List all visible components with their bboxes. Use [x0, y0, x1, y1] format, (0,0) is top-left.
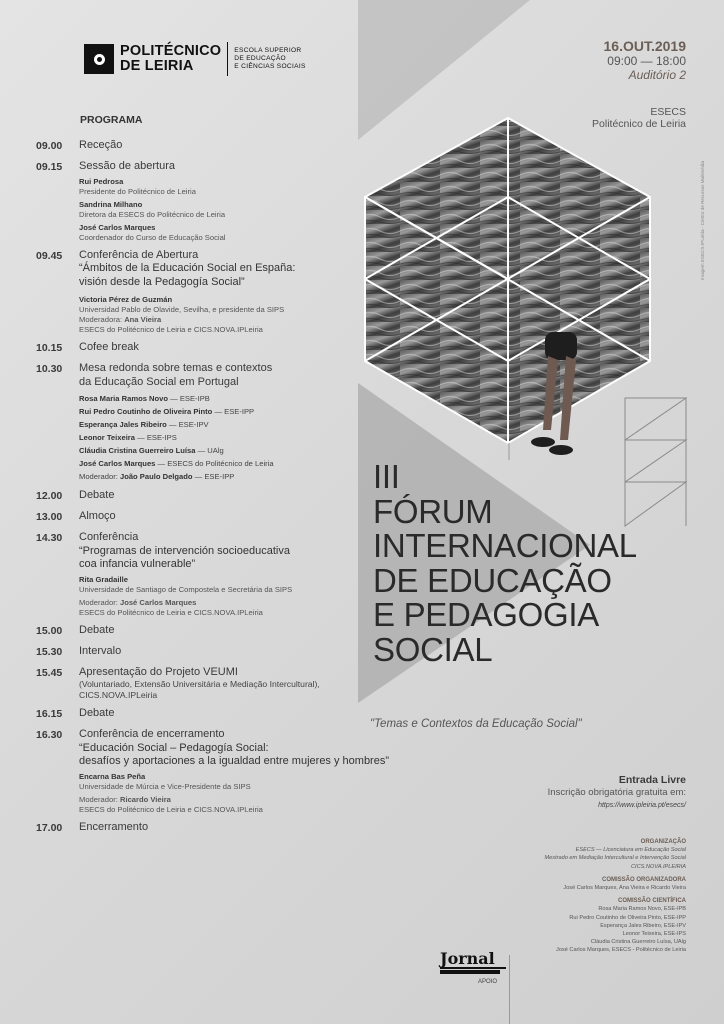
moderator-role: ESECS do Politécnico de Leiria e CICS.NOVA.IPLeiria: [79, 804, 263, 814]
moderator-role: ESECS do Politécnico de Leiria e CICS.NOVA.IPLeiria: [79, 607, 263, 617]
moderator-name: João Paulo Delgado: [119, 472, 193, 481]
registration-block: [500, 774, 686, 812]
item-time: 17.00: [36, 821, 63, 834]
speaker-role: Universidad Pablo de Olavide, Sevilha, e presidente da SIPS: [79, 305, 285, 314]
credits-heading: ORGANIZAÇÃO: [640, 839, 686, 845]
venue-line2: Politécnico de Leiria: [592, 118, 686, 130]
panelist-name: Leonor Teixeira: [79, 433, 135, 442]
item-title: da Educação Social em Portugal: [79, 375, 239, 388]
moderator-label: Moderador:: [79, 794, 118, 804]
item-time: 15.30: [36, 645, 63, 658]
event-hours: 09:00 — 18:00: [607, 54, 686, 68]
panelist-name: Esperança Jales Ribeiro: [79, 420, 167, 429]
speaker-name: José Carlos Marques: [79, 222, 156, 232]
item-title: Apresentação do Projeto VEUMI: [79, 665, 238, 678]
credits-line: Rui Pedro Coutinho de Oliveira Pinto, ESE-IPP: [569, 914, 686, 921]
item-title: Debate: [79, 623, 115, 636]
sponsor-label: APOIO: [478, 979, 498, 985]
panelist-affiliation: — ESE-IPP: [212, 407, 255, 416]
speaker-name: Sandrina Milhano: [79, 199, 143, 209]
talk-title: coa infancia vulnerable”: [79, 558, 196, 570]
moderator-name: José Carlos Marques: [119, 597, 197, 607]
program-item: [36, 139, 366, 154]
item-subtitle: (Voluntariado, Extensão Universitária e Mediação Intercultural),: [79, 679, 320, 689]
logo-line1: POLITÉCNICO: [120, 43, 222, 59]
item-time: 16.30: [36, 729, 63, 741]
entry-title: Entrada Livre: [618, 774, 686, 786]
title-line: DE EDUCAÇÃO: [373, 561, 612, 599]
event-title: [373, 460, 718, 667]
panelist-affiliation: — ESE-IPS: [135, 433, 177, 442]
photo-hexagon: [365, 118, 650, 455]
item-title: Receção: [79, 139, 123, 151]
speaker-role: Presidente do Politécnico de Leiria: [79, 186, 196, 196]
item-title: Cofee break: [79, 341, 139, 353]
sponsor-name: Jornal: [440, 950, 506, 969]
logo-line2: DE LEIRIA: [120, 58, 194, 74]
panelist-name: Cláudia Cristina Guerreiro Luísa: [79, 446, 196, 455]
item-time: 09.45: [36, 249, 63, 262]
program-item: [36, 489, 366, 504]
logo-school2: DE EDUCAÇÃO: [234, 55, 286, 62]
credits-line: José Carlos Marques, ESECS - Politécnico de Leiria: [556, 947, 686, 954]
item-time: 15.00: [36, 624, 63, 637]
program-item: [36, 362, 366, 483]
credits-line: Leonor Teixeira, ESE-IPS: [622, 931, 686, 938]
logo-mark-icon: [84, 44, 114, 74]
item-title: Debate: [79, 489, 115, 501]
credits-block: [480, 833, 686, 955]
moderator-label: Moderadora:: [79, 315, 123, 324]
credits-line: Rosa Maria Ramos Novo, ESE-IPB: [598, 906, 686, 913]
item-time: 10.15: [36, 342, 63, 354]
moderator-label: Moderador:: [79, 597, 118, 607]
talk-title: “Educación Social – Pedagogía Social:: [79, 741, 269, 754]
moderator-name: Ricardo Vieira: [119, 794, 171, 804]
credits-heading: COMISSÃO ORGANIZADORA: [602, 876, 686, 883]
talk-title: desafíos y aportaciones a la igualdad entre mujeres y hombres”: [79, 755, 390, 767]
item-title: Almoço: [79, 510, 116, 522]
speaker-name: Victoria Pérez de Guzmán: [79, 295, 173, 304]
logo-school1: ESCOLA SUPERIOR: [234, 47, 302, 54]
title-line: III: [373, 458, 400, 495]
speaker-role: Diretora da ESECS do Politécnico de Leiria: [79, 209, 226, 219]
event-room: Auditório 2: [628, 68, 686, 82]
program-item: [36, 531, 366, 618]
item-time: 12.00: [36, 490, 63, 502]
item-title: Encerramento: [79, 820, 149, 833]
event-subtitle: "Temas e Contextos da Educação Social": [370, 718, 582, 730]
logo-separator: [227, 42, 228, 76]
moderator-affiliation: — ESE-IPP: [192, 472, 235, 481]
talk-title: “Programas de intervención socioeducativa: [79, 544, 290, 557]
panelist-affiliation: — ESECS do Politécnico de Leiria: [155, 459, 274, 468]
program-item: [36, 341, 366, 356]
speaker-name: Rui Pedrosa: [79, 176, 124, 186]
credits-line: CICS.NOVA.IPLEIRIA: [630, 863, 686, 870]
sponsor-bar: [440, 970, 500, 974]
item-time: 09.15: [36, 161, 63, 173]
entry-subtitle: Inscrição obrigatória gratuita em:: [547, 787, 686, 798]
panelist-name: Rosa Maria Ramos Novo: [79, 394, 169, 403]
divider-line: [509, 955, 510, 1024]
title-line: SOCIAL: [373, 630, 493, 668]
institution-logo: [84, 42, 306, 76]
program-item: [36, 707, 366, 722]
title-line: FÓRUM: [373, 492, 493, 530]
item-title: Sessão de abertura: [79, 160, 176, 172]
event-venue: [520, 106, 686, 130]
program-item: [36, 249, 366, 336]
panelist-affiliation: — ESE-IPV: [166, 420, 209, 429]
panelist-affiliation: — ESE-IPB: [168, 394, 210, 403]
speaker-role: Universidade de Santiago de Compostela e Secretária da SIPS: [79, 584, 293, 594]
item-time: 10.30: [36, 363, 63, 375]
moderator-name: Ana Vieira: [124, 315, 162, 324]
credits-line: Cláudia Cristina Guerreiro Luísa, UAlg: [590, 939, 686, 946]
registration-link[interactable]: https://www.ipleiria.pt/esecs/: [598, 802, 686, 809]
item-title: Mesa redonda sobre temas e contextos: [79, 362, 273, 374]
item-title: Conferência de encerramento: [79, 728, 225, 740]
item-subtitle: CICS.NOVA.IPLeiria: [79, 690, 158, 700]
item-title: Conferência: [79, 531, 139, 543]
event-date-block: [560, 38, 686, 82]
talk-title: “Ámbitos de la Educación Social en España:: [79, 262, 296, 274]
credits-line: Mestrado em Mediação Intercultural e Intervenção Social: [544, 855, 686, 862]
panelist-name: Rui Pedro Coutinho de Oliveira Pinto: [79, 407, 213, 416]
item-time: 09.00: [36, 140, 63, 152]
title-line: INTERNACIONAL: [373, 527, 637, 564]
program-item: [36, 510, 366, 525]
credits-line: ESECS — Licenciatura em Educação Social: [575, 847, 686, 854]
credits-line: Esperança Jales Ribeiro, ESE-IPV: [600, 922, 686, 929]
item-time: 13.00: [36, 511, 63, 523]
moderator-role: ESECS do Politécnico de Leiria e CICS.NOVA.IPLeiria: [79, 325, 263, 334]
panelist-name: José Carlos Marques: [79, 459, 156, 468]
item-time: 15.45: [36, 666, 63, 679]
sponsor-logo: [440, 950, 506, 974]
program-item: [36, 666, 366, 702]
program-item: [36, 624, 366, 639]
title-line: E PEDAGOGIA: [373, 596, 599, 633]
speaker-role: Universidade de Múrcia e Vice-Presidente da SIPS: [79, 781, 251, 791]
speaker-name: Encarna Bas Peña: [79, 771, 146, 781]
logo-school3: E CIÊNCIAS SOCIAIS: [234, 63, 306, 70]
event-date: 16.OUT.2019: [603, 38, 686, 54]
item-time: 14.30: [36, 532, 63, 544]
program-item: [36, 728, 390, 815]
panelist-affiliation: — UAlg: [195, 446, 224, 455]
item-title: Intervalo: [79, 644, 122, 657]
program-item: [36, 160, 366, 243]
item-title: Debate: [79, 707, 115, 719]
moderator-label: Moderador:: [79, 472, 118, 481]
credits-heading: COMISSÃO CIENTÍFICA: [617, 898, 686, 905]
credits-line: José Carlos Marques, Ana Vieira e Ricardo Vieira: [563, 885, 686, 892]
program-heading: PROGRAMA: [80, 114, 143, 126]
program-item: [36, 821, 366, 836]
program-item: [36, 645, 366, 660]
venue-line1: ESECS: [650, 106, 686, 118]
item-title: Conferência de Abertura: [79, 248, 199, 261]
item-time: 16.15: [36, 708, 63, 720]
speaker-name: Rita Gradaille: [79, 574, 128, 584]
speaker-role: Coordenador do Curso de Educação Social: [79, 232, 226, 242]
talk-title: visión desde la Pedagogía Social”: [79, 275, 245, 288]
image-credit: Imagem ESECS-IPLeiria · Centro de Recursos Multimédia: [700, 161, 705, 280]
